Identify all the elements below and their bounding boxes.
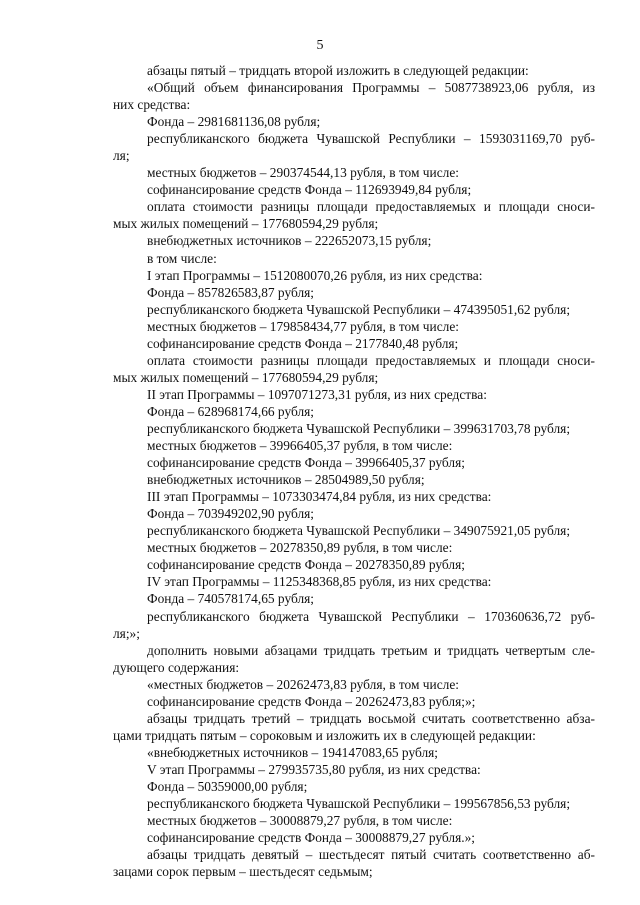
document-line: софинансирование средств Фонда – 2177840,48 рубля;: [147, 335, 459, 351]
document-line: Фонда – 628968174,66 рубля;: [147, 403, 315, 419]
document-line: IV этап Программы – 1125348368,85 рубля, из них средства:: [147, 574, 492, 590]
document-line: II этап Программы – 1097071273,31 рубля, из них средства:: [147, 386, 487, 402]
document-line: ля;»;: [113, 625, 140, 641]
document-line: Фонда – 2981681136,08 рубля;: [147, 114, 321, 130]
document-line: «местных бюджетов – 20262473,83 рубля, в том числе:: [147, 676, 459, 692]
document-line: местных бюджетов – 179858434,77 рубля, в том числе:: [147, 318, 459, 334]
document-body: [113, 62, 595, 880]
document-line: ля;: [113, 148, 130, 164]
page-number: 5: [316, 38, 324, 53]
document-line: абзацы пятый – тридцать второй изложить в следующей редакции:: [147, 63, 529, 78]
document-line: Фонда – 50359000,00 рубля;: [147, 778, 308, 794]
document-line: «внебюджетных источников – 194147083,65 рубля;: [147, 744, 439, 760]
document-line: софинансирование средств Фонда – 20278350,89 рубля;: [147, 557, 465, 573]
document-line: Фонда – 703949202,90 рубля;: [147, 506, 315, 522]
document-line: цами тридцать пятым – сороковым и изложить их в следующей редакции:: [113, 727, 536, 743]
document-line: софинансирование средств Фонда – 30008879,27 рубля.»;: [147, 830, 476, 846]
document-line: «Общий объем финансирования Программы – 5087738923,06 рубля, из: [147, 80, 595, 96]
document-line: республиканского бюджета Чувашской Республики – 199567856,53 рубля;: [147, 796, 571, 812]
document-line: мых жилых помещений – 177680594,29 рубля;: [113, 216, 379, 232]
document-line: местных бюджетов – 290374544,13 рубля, в том числе:: [147, 165, 459, 181]
document-line: Фонда – 740578174,65 рубля;: [147, 591, 315, 607]
document-line: местных бюджетов – 39966405,37 рубля, в том числе:: [147, 438, 453, 454]
document-line: V этап Программы – 279935735,80 рубля, из них средства:: [147, 761, 481, 777]
document-line: III этап Программы – 1073303474,84 рубля, из них средства:: [147, 489, 492, 505]
document-line: мых жилых помещений – 177680594,29 рубля;: [113, 369, 379, 385]
document-line: софинансирование средств Фонда – 20262473,83 рубля;»;: [147, 693, 476, 709]
document-line: оплата стоимости разницы площади предоставляемых и площади сноси-: [147, 199, 595, 215]
document-line: софинансирование средств Фонда – 112693949,84 рубля;: [147, 182, 472, 198]
document-line: I этап Программы – 1512080070,26 рубля, из них средства:: [147, 267, 483, 283]
document-line: абзацы тридцать девятый – шестьдесят пятый считать соответственно аб-: [147, 847, 595, 863]
document-line: них средства:: [113, 97, 191, 113]
document-line: внебюджетных источников – 222652073,15 рубля;: [147, 233, 432, 249]
document-line: дополнить новыми абзацами тридцать третьим и тридцать четвертым сле-: [147, 642, 595, 658]
document-line: оплата стоимости разницы площади предоставляемых и площади сноси-: [147, 352, 595, 368]
document-line: местных бюджетов – 20278350,89 рубля, в том числе:: [147, 540, 453, 556]
document-line: софинансирование средств Фонда – 39966405,37 рубля;: [147, 455, 465, 471]
document-line: республиканского бюджета Чувашской Республики – 349075921,05 рубля;: [147, 523, 571, 539]
document-line: абзацы тридцать третий – тридцать восьмой считать соответственно абза-: [147, 710, 595, 726]
document-line: внебюджетных источников – 28504989,50 рубля;: [147, 472, 425, 488]
document-line: местных бюджетов – 30008879,27 рубля, в том числе:: [147, 813, 453, 829]
document-line: в том числе:: [147, 250, 217, 266]
document-line: республиканского бюджета Чувашской Республики – 399631703,78 рубля;: [147, 420, 571, 436]
document-line: республиканского бюджета Чувашской Республики – 170360636,72 руб-: [147, 608, 595, 624]
document-line: зацами сорок первым – шестьдесят седьмым;: [113, 864, 373, 880]
document-line: дующего содержания:: [113, 659, 240, 675]
document-line: Фонда – 857826583,87 рубля;: [147, 284, 315, 300]
document-line: республиканского бюджета Чувашской Республики – 474395051,62 рубля;: [147, 301, 571, 317]
document-line: республиканского бюджета Чувашской Республики – 1593031169,70 руб-: [147, 131, 595, 147]
